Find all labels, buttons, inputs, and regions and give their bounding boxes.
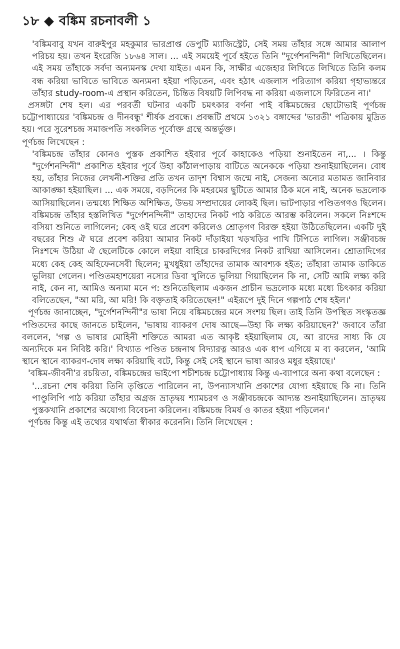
quote-paragraph: 'বঙ্কিমবাবু যখন বারুইপুর মহকুমার ভারপ্রাপ্ত ডেপুটি ম্যাজিস্ট্রেট, সেই সময় তাঁহার সঙ্গে আমার আলাপ পরিচয় হয়। তখন ইংরেজি ১৮৬৪ সাল। ... এই সময়েই পূর্বে হইতে তিনি "দুর্গেশনন্দিনী" লিখিতেছিলেন। এই সময় তাঁহাকে সর্বদা অন্যমনস্ক দেখা যাইত। এমন কি, সাক্ষীর এজেহার লিখিতে লিখিতে তিনি কলম বন্ধ করিয়া ভাবিতে ভাবিতে অন্যমনা হইয়া পড়িতেন, এবং হঠাৎ এজলাস পরিত্যাগ করিয়া গৃহাভ্যন্তরে তাঁহার study-room-এ প্রস্থান করিতেন, চিন্তিত বিষয়টি লিপিবদ্ধ না করিয়া এজলাসে ফিরিতেন না।' [32, 40, 386, 99]
page-number: ১৮ [22, 14, 40, 29]
quote-paragraph: 'বঙ্কিমচন্দ্র তাঁহার কোনও পুস্তক প্রকাশিত হইবার পূর্বে কাহাকেও পড়িয়া শুনাইতেন না,... । কিন্তু "দুর্গেশনন্দিনী" প্রকাশিত হইবার পূর্বে উহা কাঁঠালপাড়ায় বাটিতে অনেককে পড়িয়া শুনাইয়াছিলেন। বোধ হয়, তাঁহার নিজের লেখনী-শক্তির প্রতি তখন তাদৃশ বিশ্বাস জন্মে নাই, সেজন্য অন্যের মতামত জানিবার আকাঙ্ক্ষা হইয়াছিল। ... এক সময়ে, বড়দিনের কি মহরমের ছুটিতে আমার ঠিক মনে নাই, অনেক ভদ্রলোক আসিয়াছিলেন। তন্মধ্যে শিক্ষিত অশিক্ষিত, উভয় সম্প্রদায়ের লোকই ছিল। ভাটপাড়ার পণ্ডিতগণও ছিলেন। বঙ্কিমচন্দ্র তাঁহার হস্তলিখিত "দুর্গেশনন্দিনী" তাহাদের নিকট পাঠ করিতে আরম্ভ করিলেন। সকলে নিঃশব্দে বসিয়া শুনিতে লাগিলেন; কেহ ওই ঘরে প্রবেশ করিলেও শ্রোতৃগণ বিরক্ত হইয়া উঠিতেছিলেন। একটি দুই বছরের শিশু ঐ ঘরে প্রবেশ করিয়া আমার নিকট দাঁড়াইয়া খড়খড়ির পাখি টিপিতে লাগিল। সঞ্জীবচন্দ্র নিঃশব্দে উঠিয়া ঐ ছেলেটিকে কোলে লইয়া বাহিরে চাকরদিগের নিকট রাখিয়া আসিলেন। শ্রোতাদিগের মধ্যে কেহ কেহ অহিফেনসেবী ছিলেন; মুখধুইয়া তাঁহাদের তামাক আবশ্যক হইত; তাঁহারা তামাক ডাকিতে ভুলিয়া গেলেন। পণ্ডিতমহাশয়েরা নস্যের ডিবা খুলিতে ভুলিয়া গিয়াছিলেন কি না, সেটি আমি লক্ষ্য করি নাই, কেন না, আমিও অন্যমা মনে প: শুনিতেছিলাম একজন প্রাচীন ভদ্রলোক মধ্যে মধ্যে চিৎকার করিয়া বলিতেছেন, "আ মরি, আ মরি! কি বক্তৃতাই করিতেছেন!" এইরূপে দুই দিনে গল্পপাঠ শেষ হইল।' [32, 149, 386, 307]
body-text [22, 39, 386, 430]
body-paragraph: 'বঙ্কিম-জীবনী'র রচয়িতা, বঙ্কিমচন্দ্রের ভাইপো শচীশচন্দ্র চট্টোপাধ্যায় কিন্তু এ-ব্যাপারে অন্য কথা বলেছেন : [28, 369, 381, 380]
body-paragraph: পূর্ণচন্দ্র জানাচ্ছেন, "দুর্গেশনন্দিনী"র ভাষা নিয়ে বঙ্কিমচন্দ্রের মনে সংশয় ছিল। তাই তিনি উপস্থিত সংস্কৃতজ্ঞ পণ্ডিতদের কাছে জানতে চাইলেন, 'ভাষায় ব্যাকরণ দোষ আছে—উহা কি লক্ষ্য করিয়াছেন?' জবাবে তাঁরা বললেন, 'গল্প ও ভাষার মোহিনী শক্তিতে আমরা এত আকৃষ্ট হইয়াছিলাম যে, আ রাদের সাধ্য কি যে অন্যদিকে মন নিবিষ্ট করি।' বিখ্যাত পণ্ডিত চন্দ্রনাথ বিদ্যারত্ন আরও এক ধাপ এগিয়ে ম ব্য করলেন, 'আমি স্থানে স্থানে ব্যাকরণ-দোষ লক্ষ্য করিয়াছি বটে, কিন্তু সেই সেই স্থানে ভাষা আরও মধুর হইয়াছে।' [22, 308, 386, 368]
body-paragraph: পূর্ণচন্দ্র লিখেছেন : [22, 137, 85, 148]
page-header [22, 12, 386, 33]
header-separator-icon: ◆ [44, 14, 55, 29]
quote-paragraph: '...রচনা শেষ করিয়া তিনি তৃপ্তিতে পারিলেন না, উপন্যাসখানি প্রকাশের যোগ্য হইয়াছে কি না। তিনি পাণ্ডুলিপি পাঠ করিয়া তাঁহার অগ্রজ ভ্রাতৃদ্বয় শ্যামচরণ ও সঞ্জীবচন্দ্রকে আদ্যন্ত শুনাইয়াছিলেন। ভ্রাতৃদ্বয় পুস্তকখানি প্রকাশের অযোগ্য বিবেচনা করিলেন। বঙ্কিমচন্দ্র বিমর্ষ ও কাতর হইয়া পড়িলেন।' [32, 381, 386, 417]
body-paragraph: প্রসঙ্গটা শেষ হল। এর পরবর্তী ঘটনার একটি চমৎকার বর্ণনা পাই বঙ্কিমচন্দ্রের ছোটোভাই পূর্ণচন্দ্র চট্টোপাধ্যায়ের 'বঙ্কিমচন্দ্র ও দীনবন্ধু' শীর্ষক প্রবন্ধে। প্রবন্ধটি প্রথমে ১৩২১ বঙ্গাব্দের 'ভারতী' পত্রিকায় মুদ্রিত হয়। পরে সুরেশচন্দ্র সমাজপতি সংকলিত পূর্বোক্ত গ্রন্থে অন্তর্ভুক্ত। [22, 101, 386, 136]
body-paragraph: পূর্ণচন্দ্র কিন্তু এই তথ্যের যথার্থতা স্বীকার করেননি। তিনি লিখেছেন : [28, 418, 253, 429]
book-title: বঙ্কিম রচনাবলী ১ [58, 14, 152, 29]
